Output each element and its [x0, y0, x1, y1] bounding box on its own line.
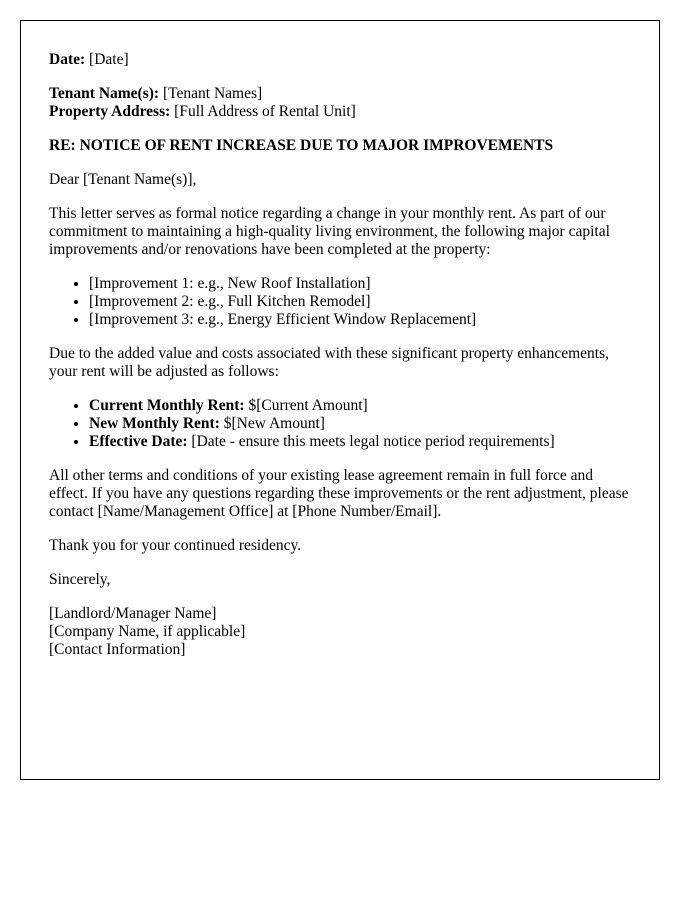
- adjustment-paragraph: Due to the added value and costs associated with these significant property enhancements, your rent will be adjusted as follows:: [49, 345, 609, 380]
- improvements-list: [49, 275, 631, 329]
- improvement-item: • [Improvement 3: e.g., Energy Efficient Window Replacement]: [89, 311, 631, 329]
- salutation: Dear [Tenant Name(s)],: [49, 171, 197, 188]
- letter-page: [20, 20, 660, 780]
- current-rent-item: [89, 397, 631, 415]
- tenant-name-label: Tenant Name(s):: [49, 85, 160, 102]
- intro-paragraph: This letter serves as formal notice regarding a change in your monthly rent. As part of our commitment to maintaining a high-quality living environment, the following major capital improvements and/or renovations have been completed at the property:: [49, 205, 610, 258]
- effective-date-item: [89, 433, 631, 451]
- new-rent-value: $[New Amount]: [223, 415, 325, 432]
- new-rent-label: New Monthly Rent:: [89, 415, 220, 432]
- improvement-item: • [Improvement 1: e.g., New Roof Installation]: [89, 275, 631, 293]
- date-label: Date:: [49, 51, 86, 68]
- date-value: [Date]: [89, 51, 129, 68]
- improvement-item: • [Improvement 2: e.g., Full Kitchen Remodel]: [89, 293, 631, 311]
- effective-date-label: Effective Date:: [89, 433, 188, 450]
- signature-contact: [Contact Information]: [49, 641, 186, 658]
- tenant-block: [49, 85, 631, 121]
- new-rent-item: [89, 415, 631, 433]
- thanks-line: Thank you for your continued residency.: [49, 537, 302, 554]
- rent-details-list: [49, 397, 631, 451]
- signature-company: [Company Name, if applicable]: [49, 623, 246, 640]
- terms-paragraph: All other terms and conditions of your existing lease agreement remain in full force and effect. If you have any questions regarding these improvements or the rent adjustment, please contact [Name/Management Office] at [Phone Number/Email].: [49, 467, 629, 520]
- current-rent-value: $[Current Amount]: [248, 397, 368, 414]
- date-line: [49, 51, 631, 69]
- signature-name: [Landlord/Manager Name]: [49, 605, 217, 622]
- property-address-value: [Full Address of Rental Unit]: [174, 103, 356, 120]
- property-address-label: Property Address:: [49, 103, 171, 120]
- effective-date-value: [Date - ensure this meets legal notice period requirements]: [191, 433, 555, 450]
- current-rent-label: Current Monthly Rent:: [89, 397, 245, 414]
- tenant-name-value: [Tenant Names]: [162, 85, 263, 102]
- signature-block: [49, 605, 631, 659]
- subject-heading: RE: NOTICE OF RENT INCREASE DUE TO MAJOR IMPROVEMENTS: [49, 137, 554, 154]
- property-address-line: [49, 103, 631, 121]
- closing-line: Sincerely,: [49, 571, 111, 588]
- tenant-name-line: [49, 85, 631, 103]
